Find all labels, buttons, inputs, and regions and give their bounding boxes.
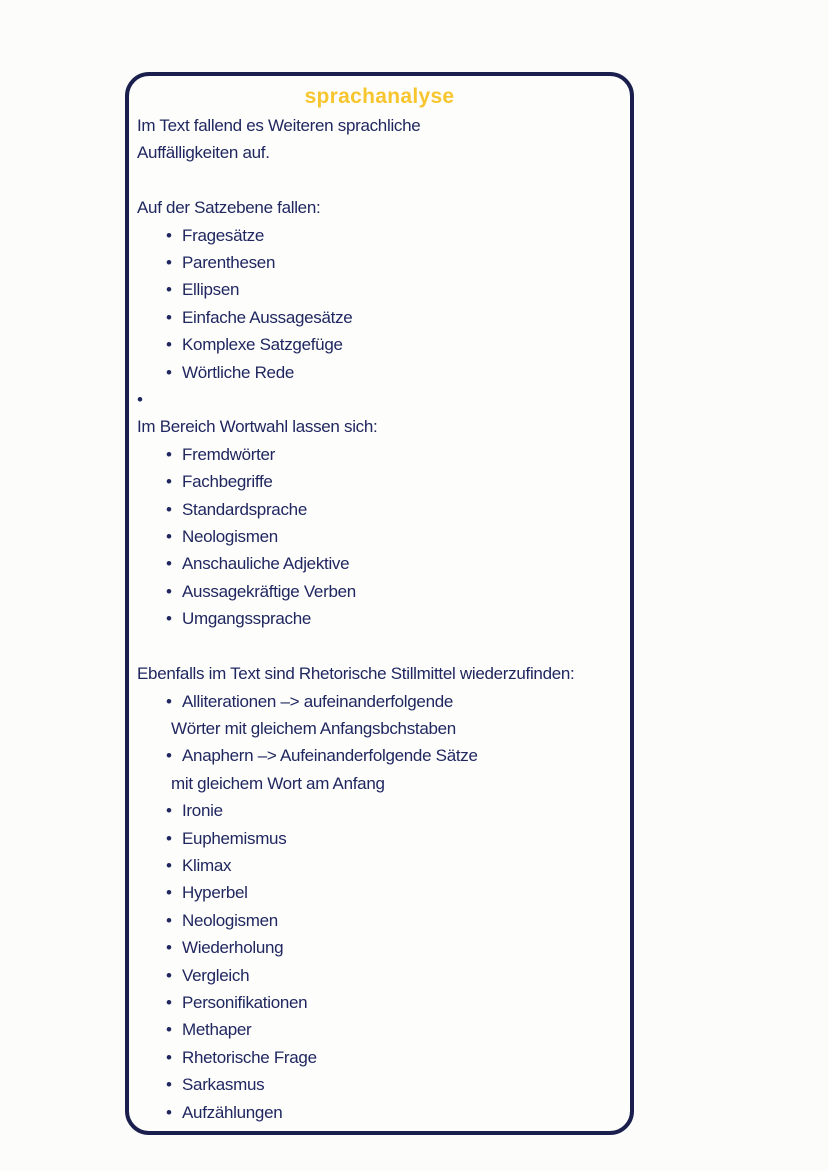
- list-item: [135, 331, 624, 358]
- list-item-text: Wörtliche Rede: [182, 362, 295, 382]
- list-item-text: Umgangssprache: [182, 609, 312, 629]
- list-item: [135, 1071, 624, 1098]
- list-item-text: Methaper: [182, 1020, 252, 1040]
- list-item-text: Komplexe Satzgefüge: [182, 335, 343, 355]
- list-item: [135, 304, 624, 331]
- bullet-icon: •: [166, 472, 172, 492]
- list-item-continuation: Wörter mit gleichem Anfangsbchstaben: [171, 718, 456, 738]
- list-item: [135, 441, 624, 468]
- list-item: [135, 879, 624, 906]
- bullet-icon: •: [166, 691, 172, 711]
- list-item-text: Euphemismus: [182, 828, 287, 848]
- section-heading: Im Bereich Wortwahl lassen sich:: [137, 417, 378, 437]
- paragraph-line: Auffälligkeiten auf.: [137, 143, 270, 163]
- bullet-icon: •: [166, 855, 172, 875]
- list-item-text: Fremdwörter: [182, 444, 276, 464]
- list-item: [135, 468, 624, 495]
- note-title: sprachanalyse: [304, 85, 455, 108]
- list-item-text: Alliterationen –> aufeinanderfolgende: [182, 691, 454, 711]
- blank-line: [135, 633, 624, 660]
- list-item-text: Aussagekräftige Verben: [182, 581, 356, 601]
- list-item: [135, 907, 624, 934]
- list-item-text: Vergleich: [182, 965, 250, 985]
- list-item-text: Neologismen: [182, 910, 278, 930]
- bullet-icon: •: [166, 1075, 172, 1095]
- section-heading: Ebenfalls im Text sind Rhetorische Stillmittel wiederzufinden:: [137, 664, 575, 684]
- list-item: [135, 1016, 624, 1043]
- list-item: [135, 852, 624, 879]
- bullet-icon: •: [166, 225, 172, 245]
- list-item-text: Sarkasmus: [182, 1075, 265, 1095]
- list-item-text: Rhetorische Frage: [182, 1047, 317, 1067]
- bullet-icon: •: [166, 938, 172, 958]
- list-item: [135, 222, 624, 249]
- list-item: [135, 1099, 624, 1126]
- bullet-icon: •: [166, 362, 172, 382]
- bullet-icon: •: [166, 883, 172, 903]
- bullet-icon: •: [166, 527, 172, 547]
- list-item: [135, 276, 624, 303]
- stray-bullet-icon: •: [137, 390, 143, 410]
- list-item-text: Parenthesen: [182, 253, 276, 273]
- bullet-icon: •: [166, 746, 172, 766]
- list-item-text: Hyperbel: [182, 883, 248, 903]
- list-item: [135, 797, 624, 824]
- bullet-icon: •: [166, 444, 172, 464]
- list-item: [135, 989, 624, 1016]
- list-item: [135, 688, 624, 715]
- bullet-icon: •: [166, 280, 172, 300]
- bullet-icon: •: [166, 1020, 172, 1040]
- list-item-text: Standardsprache: [182, 499, 307, 519]
- list-item: [135, 934, 624, 961]
- list-item-text: Anschauliche Adjektive: [182, 554, 350, 574]
- list-item: [135, 825, 624, 852]
- list-item-text: Anaphern –> Aufeinanderfolgende Sätze: [182, 746, 478, 766]
- bullet-icon: •: [166, 253, 172, 273]
- bullet-icon: •: [166, 1047, 172, 1067]
- bullet-icon: •: [166, 307, 172, 327]
- list-item-text: Aufzählungen: [182, 1102, 283, 1122]
- list-item-text: Einfache Aussagesätze: [182, 307, 353, 327]
- list-item-text: Ellipsen: [182, 280, 240, 300]
- blank-line: [135, 167, 624, 194]
- list-item-text: Neologismen: [182, 527, 278, 547]
- list-item-text: Ironie: [182, 801, 223, 821]
- bullet-icon: •: [166, 335, 172, 355]
- list-item-continuation: mit gleichem Wort am Anfang: [171, 773, 385, 793]
- list-item-text: Klimax: [182, 855, 232, 875]
- list-item: [135, 742, 624, 769]
- list-item-text: Personifikationen: [182, 992, 308, 1012]
- list-item: [135, 523, 624, 550]
- bullet-icon: •: [166, 910, 172, 930]
- paragraph-line: Im Text fallend es Weiteren sprachliche: [137, 116, 421, 135]
- list-item: [135, 359, 624, 386]
- list-item: [135, 249, 624, 276]
- bullet-icon: •: [166, 581, 172, 601]
- list-item: [135, 550, 624, 577]
- bullet-icon: •: [166, 1102, 172, 1122]
- list-item: [135, 962, 624, 989]
- bullet-icon: •: [166, 554, 172, 574]
- bullet-icon: •: [166, 499, 172, 519]
- list-item-text: Fragesätze: [182, 225, 265, 245]
- list-item: [135, 496, 624, 523]
- bullet-icon: •: [166, 965, 172, 985]
- bullet-icon: •: [166, 992, 172, 1012]
- list-item-text: Wiederholung: [182, 938, 284, 958]
- bullet-icon: •: [166, 609, 172, 629]
- list-item: [135, 1044, 624, 1071]
- list-item: [135, 578, 624, 605]
- note-card: [125, 72, 634, 1135]
- list-item-text: Fachbegriffe: [182, 472, 273, 492]
- bullet-icon: •: [166, 828, 172, 848]
- bullet-icon: •: [166, 801, 172, 821]
- section-heading: Auf der Satzebene fallen:: [137, 198, 321, 218]
- note-body: [135, 112, 624, 1126]
- list-item: [135, 605, 624, 632]
